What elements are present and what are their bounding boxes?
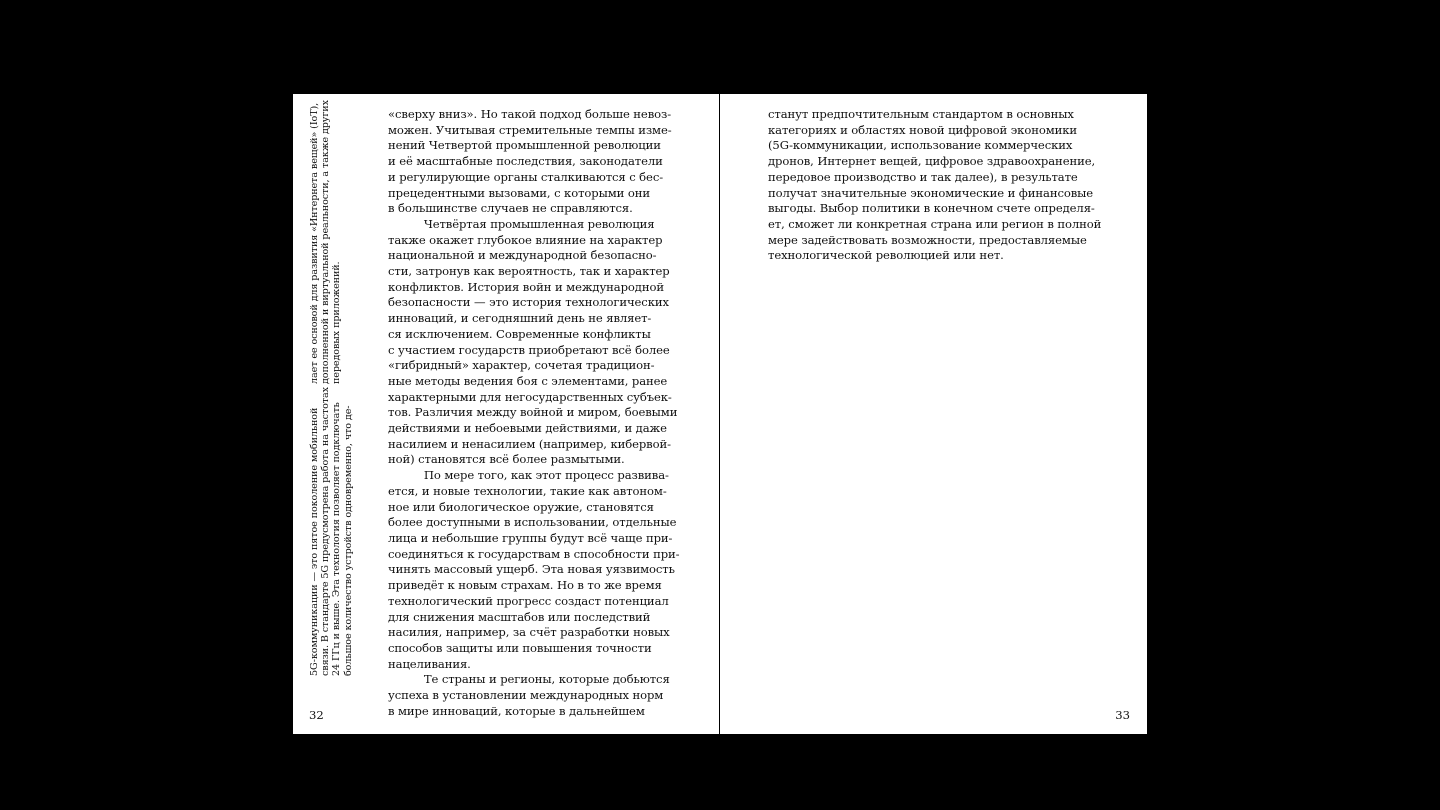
left-page-body-text: «сверху вниз». Но такой подход больше невоз- можен. Учитывая стремительные темпы изме- нений Четвертой промышленной революции и её масштабные последствия, законодатели и регулирующие органы сталкиваются с бес- прецедентными вызовами, с которыми они в большинстве случаев не справляются. Четвёртая промышленная революция также окажет глубокое влияние на характер национальной и международной безопасно- сти, затронув как вероятность, так и характер конфликтов. История войн и международной безопасности — это история технологических инноваций, и сегодняшний день не являет- ся исключением. Современные конфликты с участием государств приобретают всё более «гибридный» характер, сочетая традицион- ные методы ведения боя с элементами, ранее характерными для негосударственных субъек- тов. Различия между войной и миром, боевыми действиями и небоевыми действиями, и даже насилием и ненасилием (например, кибервой- ной) становятся всё более размытыми. По мере того, как этот процесс развива- ется, и новые технологии, такие как автоном- ное или биологическое оружие, становятся более доступными в использовании, отдельные лица и небольшие группы будут всё чаще при- соединяться к государствам в способности при- чинять массовый ущерб. Эта новая уязвимость приведёт к новым страхам. Но в то же время технологический прогресс создаст потенциал для снижения масштабов или последствий насилия, например, за счёт разработки новых способов защиты или повышения точности нацеливания. Те страны и регионы, которые добьются успеха в установлении международных норм в мире инноваций, которые в дальнейшем <box>388 107 680 718</box>
right-page-body-text: станут предпочтительным стандартом в основных категориях и областях новой цифровой экономики (5G-коммуникации, использование коммерческих дронов, Интернет вещей, цифровое здравоохранение, передовое производство и так далее), в результате получат значительные экономические и финансовые выгоды. Выбор политики в конечном счете определя- ет, сможет ли конкретная страна или регион в полной мере задействовать возможности, предоставляемые технологической революцией или нет. <box>768 107 1102 263</box>
page-number-right: 33 <box>1115 708 1130 722</box>
footnote-vertical-part-2: лает ее основой для развития «Интернета вещей» (IoT), дополненной и виртуальной реальности, а также других передовых приложений. <box>309 100 343 384</box>
page-number-left: 32 <box>309 708 324 722</box>
footnote-vertical-part-1: 5G-коммуникации — это пятое поколение мобильной связи. В стандарте 5G предусмотрена работа на частотах 24 ГГц и выше. Эта технология позволяет подключать большое количество устройств одновременно, что де- <box>309 387 354 676</box>
left-page <box>293 94 719 734</box>
right-page <box>720 94 1147 734</box>
